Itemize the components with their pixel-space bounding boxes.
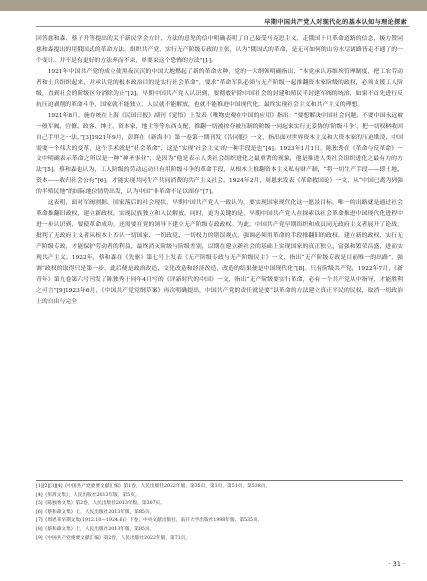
running-header-title: 早期中国共产党人对现代化的基本认知与理论探索 <box>264 19 407 26</box>
header-divider <box>36 26 409 27</box>
footnote: [7]《周恩来早期文集(1912.10—1924.6)》下卷，中央文献出版社，南开大学出版社1998年版，第535页。 <box>36 518 263 524</box>
header-decoration-bar <box>0 0 427 11</box>
page-number: · 31 · <box>388 560 405 568</box>
paragraph: 1921年中国共产党的成立使黑夜沉沉的中国大地燃起了新的革命火种，党的一大纲领明确指出，“本党承认苏维埃管理制度，把工农劳动者和士兵组织起来，并承认党的根本政治目的是实行社会革命”，要求“革命军队必须与无产阶级一起推翻资本家阶级的政权，必须支援工人阶级，直到社会的阶级区分消除为止”[2]。早期中国共产党人认识到，要彻底铲除中国社会的封建和殖民半封建军阀的统治，如果不首先进行反抗压迫剥削的革命斗争，国家就不能独立，人民就不能解放，也就不能推进中国现代化，最终实现社会主义和共产主义的理想。 <box>36 68 403 108</box>
paragraph: 回答慈和森、蔡子升等提出的关于新民学会方针、方法的意见的信中明确表明了自己接受马克思主义，走俄国十月革命道路的信念，极力赞同慈和森提出的用俄国式的革命方法，组织共产党，实行无产阶级专政的主张，认为“俄国式的革命，是无可如何的山穷水尽诸路皆走不通了的一个变计。并不是有更好的方法弃而不采，单要采这个恐怖的方法”[1]。 <box>36 36 403 64</box>
article-body <box>36 34 403 308</box>
footnote: [9]《中国共产党重要文献汇编》第2卷，人民出版社2022年版，第71页。 <box>36 535 191 541</box>
paragraph: 1921年8月，施存统在上海《民国日报》副刊《觉悟》上发表《唯物史观在中国的应用》指出：“要想解决中国社会问题，不要中国永远被一般军阀、官僚、政客、绅士、资本家，地主等等东西支配，推翻一切被掠夺被压制的阶级一同起来实行无妥协的‘阶级斗争’，把一切权柄收回自己手里之一法。”[3]1921年9月，彭湃在《新海丰》第一卷第一期刊发《告同胞》一文，指出面对世界资本主义和大资本家的压迫欺凌，中国需要一个伟大的变革，这个手术就是“社会革命”，这是“实现‘社会主义’的一种手段是也”[4]。1923年1月1日，陈独秀在《革命与反革命》一文中明确表示革命之所以是一种“神圣事业”，是因为“他是表示人类社会组织进化之最重著的现象，他是推进人类社会组织进化之最有力的方法”[5]。蔡和森也认为，工人阶级的劳动运动只有用阶级斗争的革命手段，从根本上推翻资本主义私有财产制，“将一切生产手段——即土地、资本——收归社会公有”[6]，才能实现共同生产共同消费的共产主义社会。1924年2月，周恩来发表《革命救国论》一文，从“中国已离为列强的半殖民地”的国际地位情势出发，认为中国“非革命不足以图存”[7]。 <box>36 112 403 196</box>
footnotes <box>36 483 403 543</box>
footnote: [8]《蔡和森文集》上，人民出版社2013年版，第85页。 <box>36 526 155 532</box>
footnote: [6]《蔡和森文集》上，人民出版社2013年版，第85页。 <box>36 509 155 515</box>
footnote: [1][2][3][4]《中国共产党重要文献汇编》第1卷，人民出版社2022年版，第35页，第1页，第51页，第538页。 <box>36 484 271 489</box>
footnote: [4]《彭湃文集》，人民出版社2013年版，第5页。 <box>36 492 140 498</box>
footnote: [5]《陈独秀文集》第2卷，人民出版社2013年版，第307页。 <box>36 501 165 507</box>
footnote-divider <box>36 480 403 481</box>
paragraph: 这表明，面对军阀割据、国家落后的社会现状，早期中国共产党人一致认为，要实现国家现代化这一愿景目标，唯一的出路就是通过社会革命推翻旧政权，建立新政权，实现民族独立和人民解放。同时，更为关键的是，早期中国共产党人在探索以社会革命推进中国现代化进程中进一步认识到，要使革命成功，还需要在党的领导下建立无产阶级专政政权。为此，中国共产党早期组织和成员同无政府主义者展开了论战，批判了无政府主义者从根本上否认一切国家、一切政党、一切权力的错误观点，强调必须用革命的手段推翻旧的政权，建立新的政权，实行无产阶级专政，才能保护劳动者的利益，最终消灭阶级与阶级差别，以期在建立新社会的基础上实现国家的真正独立、富强和繁荣昌盛，进而实现共产主义。1922年，蔡和森在《先驱》第七号上发表《无产阶级专政与无产阶级民主》一文，指出“无产阶级专政是目前唯一的出路”，强调“政权的取得只是第一步，此后便是政治改造、文化改造和经济改造，改造的结果便是中国现代化”[8]。只有阶级共产党，1922年7月，《新青年》第九卷第六号刊发了陈独秀于同年4月写的《评新时代的中国》一文，指出“无产阶级要实行革命，必有一个共产党从中指导，才能胜利之可言”[9]1923年6月，《中国共产党党纲草案》再次明确提出，中国共产党的责任就是要“以革命的方法建立真正平民的民权，取消一切政治上的自由与完全 <box>36 200 403 305</box>
